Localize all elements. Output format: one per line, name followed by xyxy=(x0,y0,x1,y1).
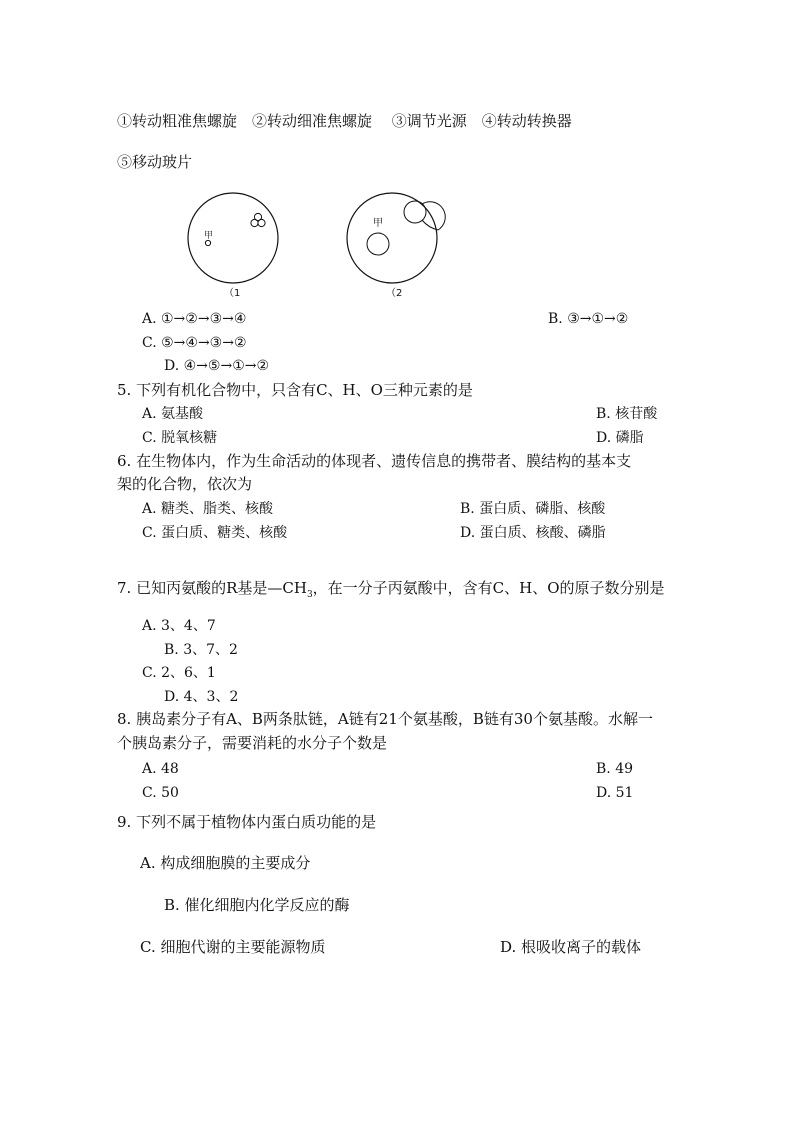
q8-option-b: B. 49 xyxy=(596,761,634,777)
q6-stem-line-2: 架的化合物，依次为 xyxy=(117,475,253,493)
q7-option-d: D. 4、3、2 xyxy=(164,689,239,705)
q8-stem-line-2: 个胰岛素分子，需要消耗的水分子个数是 xyxy=(117,734,388,752)
q8-option-c: C. 50 xyxy=(142,785,179,801)
figure-2-label: 甲 xyxy=(373,218,383,229)
steps-line-1: ①转动粗准焦螺旋 ②转动细准焦螺旋 ③调节光源 ④转动转换器 xyxy=(117,112,572,130)
q9-option-d: D. 根吸收离子的载体 xyxy=(500,938,642,956)
cell-jia-large xyxy=(367,233,389,255)
q7-option-b: B. 3、7、2 xyxy=(164,642,238,658)
field-of-view-circle xyxy=(188,193,278,283)
cell-cluster-right xyxy=(258,219,265,226)
field-of-view-circle xyxy=(347,193,437,283)
cell-top-right xyxy=(404,201,426,223)
q9-stem: 9. 下列不属于植物体内蛋白质功能的是 xyxy=(117,813,377,831)
q6-option-b: B. 蛋白质、磷脂、核酸 xyxy=(460,501,606,517)
q5-stem: 5. 下列有机化合物中，只含有C、H、O三种元素的是 xyxy=(117,381,473,399)
q6-stem-line-1: 6. 在生物体内，作为生命活动的体现者、遗传信息的携带者、膜结构的基本支 xyxy=(117,452,632,470)
q6-option-d: D. 蛋白质、核酸、磷脂 xyxy=(460,525,606,541)
q7-stem-pre: 7. 已知丙氨酸的R基是—CH xyxy=(117,579,307,597)
q4-option-a: A. ①→②→③→④ xyxy=(142,311,247,327)
cell-jia-small xyxy=(205,240,210,245)
q4-option-b: B. ③→①→② xyxy=(548,311,629,327)
microscope-field-figure-1 xyxy=(185,190,285,290)
q5-option-b: B. 核苷酸 xyxy=(596,406,658,422)
microscope-field-figure-2 xyxy=(342,190,452,290)
figure-1-label: 甲 xyxy=(204,231,214,241)
q4-option-c: C. ⑤→④→③→② xyxy=(142,335,247,351)
q5-option-a: A. 氨基酸 xyxy=(142,406,204,422)
q7-option-c: C. 2、6、1 xyxy=(142,665,216,681)
steps-line-2: ⑤移动玻片 xyxy=(117,153,193,171)
q7-stem-post: ，在一分子丙氨酸中，含有C、H、O的原子数分别是 xyxy=(312,579,665,597)
q9-option-a: A. 构成细胞膜的主要成分 xyxy=(140,854,311,872)
q9-option-b: B. 催化细胞内化学反应的酶 xyxy=(164,896,350,914)
q6-option-a: A. 糖类、脂类、核酸 xyxy=(142,501,274,517)
q8-option-d: D. 51 xyxy=(596,785,634,801)
q9-option-c: C. 细胞代谢的主要能源物质 xyxy=(140,938,326,956)
q7-option-a: A. 3、4、7 xyxy=(142,618,216,634)
q8-stem-line-1: 8. 胰岛素分子有A、B两条肽链，A链有21个氨基酸，B链有30个氨基酸。水解一 xyxy=(117,710,653,728)
figure-2-caption: （2 xyxy=(386,288,403,299)
q4-option-d: D. ④→⑤→①→② xyxy=(164,358,270,374)
q6-option-c: C. 蛋白质、糖类、核酸 xyxy=(142,525,288,541)
q5-option-c: C. 脱氧核糖 xyxy=(142,430,218,446)
q8-option-a: A. 48 xyxy=(142,761,179,777)
q7-stem-subscript: 3 xyxy=(306,590,313,600)
q5-option-d: D. 磷脂 xyxy=(596,430,644,446)
q7-stem xyxy=(117,581,665,600)
cell-cluster-left xyxy=(251,219,258,226)
figure-1-caption: （1 xyxy=(224,288,241,299)
